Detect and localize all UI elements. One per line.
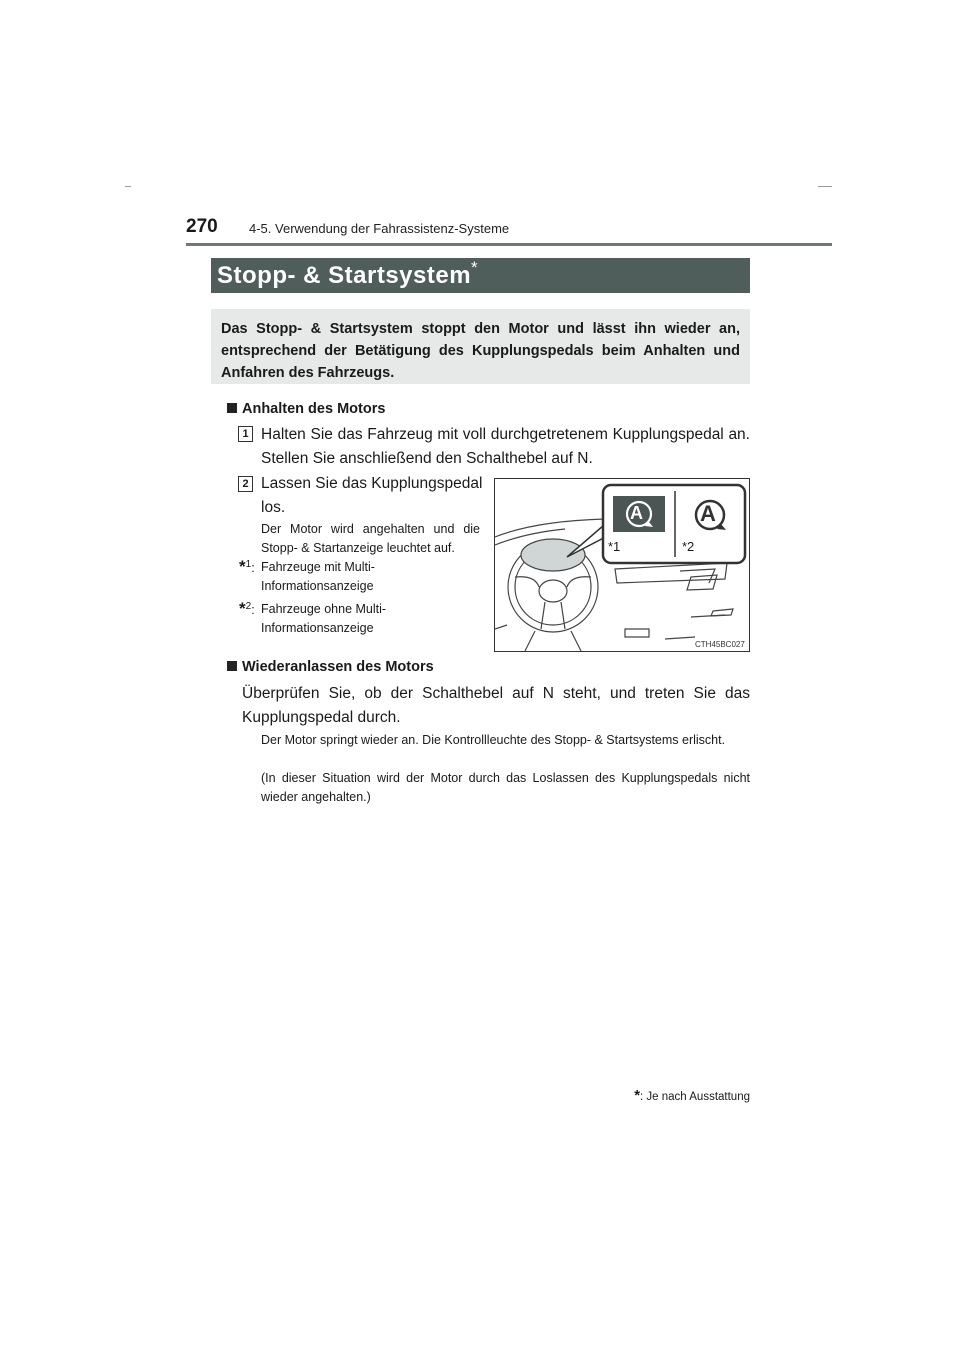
chapter-title: 4-5. Verwendung der Fahrassistenz-Systeme — [249, 221, 510, 236]
asterisk-icon: * — [239, 557, 246, 577]
illustration-code: CTH45BC027 — [695, 640, 745, 649]
note-2-marker: *$^2$: — [239, 599, 255, 619]
section-title-bar — [211, 258, 750, 293]
step-badge-1: 1 — [238, 426, 253, 442]
indicator-letter-lamp: A — [700, 501, 716, 526]
step-1-text: Halten Sie das Fahrzeug mit voll durchgetretenem Kupplungspedal an. Stellen Sie anschließend den Schalthebel auf N. — [261, 426, 750, 467]
square-bullet-icon — [227, 403, 237, 413]
trim-mark-right — [818, 186, 832, 187]
restart-heading — [227, 659, 434, 675]
trim-mark-left — [125, 186, 131, 187]
callout-label-1: *1 — [608, 539, 621, 554]
restart-result-1: Der Motor springt wieder an. Die Kontrollleuchte des Stopp- & Startsystems erlischt. — [261, 733, 726, 747]
restart-text: Überprüfen Sie, ob der Schalthebel auf N steht, und treten Sie das Kupplungspedal durch. — [242, 685, 750, 726]
indicator-letter-display: A — [630, 503, 643, 523]
header-rule — [186, 243, 832, 246]
asterisk-icon: * — [634, 1087, 641, 1104]
square-bullet-icon — [227, 661, 237, 671]
dashboard-illustration — [494, 478, 750, 652]
footnote-text: : Je nach Ausstattung — [640, 1091, 750, 1103]
note-1-index: 1 — [245, 559, 252, 570]
stopping-heading-text: Anhalten des Motors — [242, 401, 386, 417]
section-title: Stopp- & Startsystem — [217, 262, 472, 289]
note-2-text: Fahrzeuge ohne Multi-Informationsanzeige — [261, 602, 387, 635]
note-2-index: 2 — [245, 601, 252, 612]
stopping-heading — [227, 401, 385, 417]
note-1-text: Fahrzeuge mit Multi-Informationsanzeige — [261, 560, 375, 593]
callout-label-2: *2 — [682, 539, 695, 554]
restart-result-2: (In dieser Situation wird der Motor durch das Loslassen des Kupplungspedals nicht wieder angehalten.) — [261, 771, 750, 804]
title-asterisk: * — [471, 258, 479, 277]
step-2-text: Lassen Sie das Kupplungspedal los. — [261, 475, 483, 516]
note-1-marker: *$^1$: — [239, 557, 255, 577]
asterisk-icon: * — [239, 599, 246, 619]
restart-heading-text: Wiederanlassen des Motors — [242, 659, 434, 675]
stopping-result: Der Motor wird angehalten und die Stopp- & Startanzeige leuchtet auf. — [261, 522, 480, 555]
footnote — [634, 1087, 750, 1104]
step-badge-2: 2 — [238, 476, 253, 492]
intro-box: Das Stopp- & Startsystem stoppt den Motor und lässt ihn wieder an, entsprechend der Betätigung des Kupplungspedals beim Anhalten und Anfahren des Fahrzeugs. — [211, 309, 750, 384]
page-number: 270 — [186, 216, 218, 237]
